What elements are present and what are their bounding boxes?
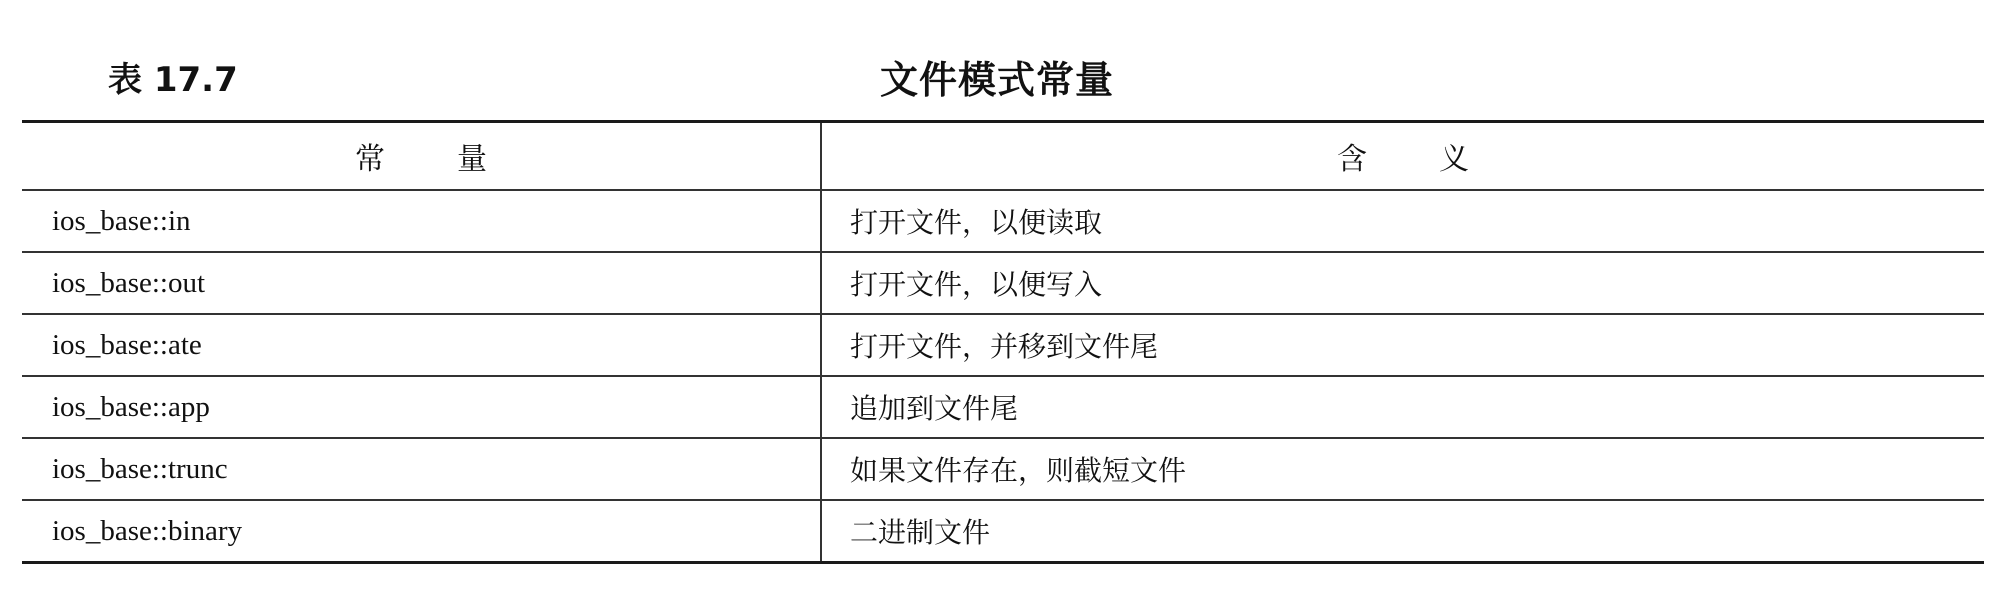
table-row <box>22 438 1984 500</box>
file-mode-constants-table <box>22 120 1984 564</box>
table-row <box>22 252 1984 314</box>
table-row <box>22 314 1984 376</box>
header-meaning <box>821 122 1984 191</box>
row-constant: ios_base::out <box>22 252 821 314</box>
row-constant: ios_base::app <box>22 376 821 438</box>
table-title: 文件模式常量 <box>880 58 1115 102</box>
row-meaning: 打开文件，以便读取 <box>821 190 1984 252</box>
table-number: 表 17.7 <box>108 60 238 100</box>
row-constant: ios_base::binary <box>22 500 821 563</box>
row-meaning: 二进制文件 <box>850 516 991 549</box>
header-meaning-label: 含义 <box>1337 142 1541 177</box>
header-constant <box>22 122 821 191</box>
header-constant-label: 常量 <box>355 142 559 177</box>
row-meaning: 追加到文件尾 <box>821 376 1984 438</box>
table-row <box>22 376 1984 438</box>
row-constant: ios_base::ate <box>22 314 821 376</box>
table-row <box>22 500 1984 563</box>
table-row <box>22 190 1984 252</box>
row-meaning: 打开文件，以便写入 <box>821 252 1984 314</box>
table-header-row <box>22 122 1984 191</box>
row-meaning: 如果文件存在，则截短文件 <box>821 438 1984 500</box>
row-meaning: 打开文件，并移到文件尾 <box>821 314 1984 376</box>
row-constant: ios_base::in <box>22 190 821 252</box>
row-constant: ios_base::trunc <box>22 438 821 500</box>
